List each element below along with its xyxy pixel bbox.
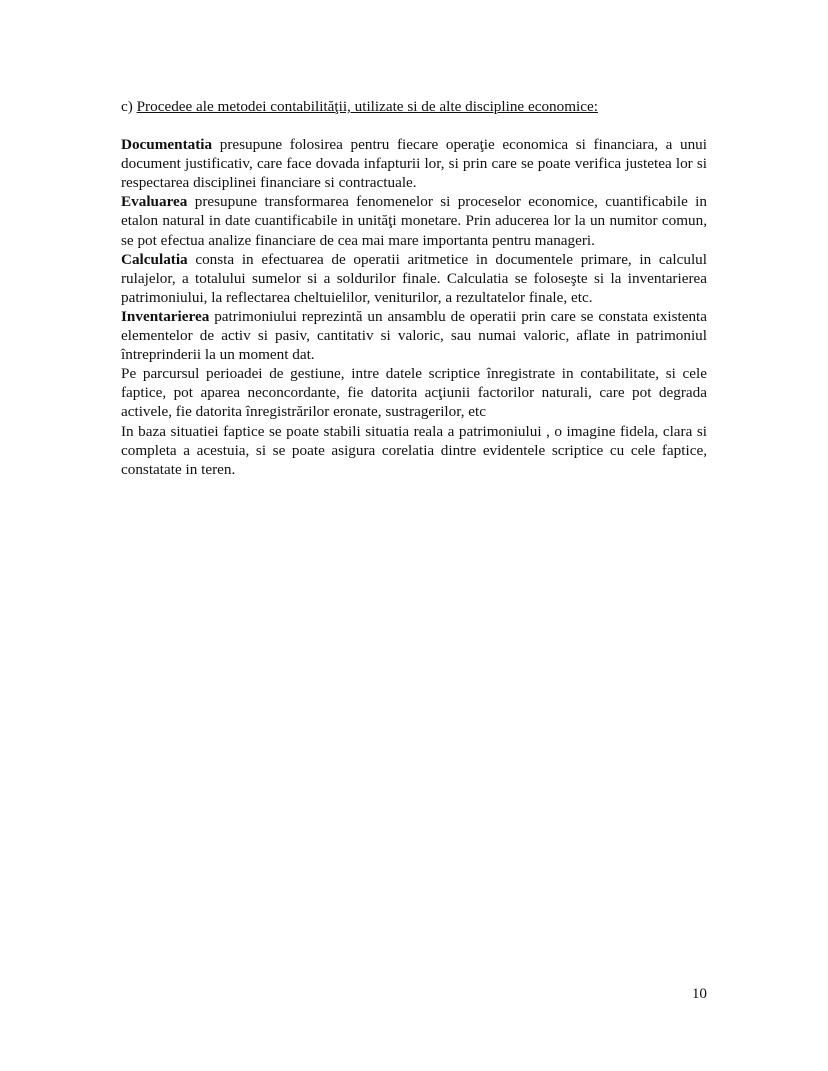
paragraph-text: Pe parcursul perioadei de gestiune, intre datele scriptice înregistrate in contabilitate, si cele faptice, pot aparea neconcordante, fie datorita acţiunii factorilor naturali, care pot degrada activele, fie datorita înregistrărilor eronate, sustragerilor, etc — [121, 365, 707, 421]
paragraph-calculatia — [121, 250, 707, 307]
paragraph-inventarierea — [121, 307, 707, 364]
term-documentatia: Documentatia — [121, 136, 213, 154]
paragraph-situatie-faptica — [121, 422, 707, 479]
paragraph-text: consta in efectuarea de operatii aritmetice in documentele primare, in calculul rulajelor, a totalului sumelor si a soldurilor finale. Calculatia se foloseşte si la inventarierea patrimoniului, la reflectarea cheltuielilor, veniturilor, a rezultatelor finale, etc. — [121, 250, 707, 306]
section-heading-prefix: c) — [121, 98, 137, 115]
paragraph-text: presupune transformarea fenomenelor si proceselor economice, cuantificabile in etalon natural in date cuantificabile in unităţi monetare. Prin aducerea lor la un numitor comun, se pot efectua analize financiare de cea mai mare importanta pentru manageri. — [121, 193, 707, 249]
paragraph-text: patrimoniului reprezintă un ansamblu de operatii prin care se constata existenta elementelor de activ si pasiv, cantitativ si valoric, sau numai valoric, aflate in patrimoniul întreprinderii la un moment dat. — [121, 307, 707, 364]
section-heading-title: Procedee ale metodei contabilităţii, utilizate si de alte discipline economice: — [136, 98, 598, 115]
paragraph-gestiune — [121, 364, 707, 421]
paragraph-documentatia — [121, 135, 707, 192]
term-calculatia: Calculatia — [121, 250, 188, 268]
paragraph-evaluarea — [121, 192, 707, 249]
page-content — [121, 97, 707, 479]
section-heading — [121, 97, 707, 116]
page-number: 10 — [691, 985, 707, 1002]
term-inventarierea: Inventarierea — [121, 307, 210, 325]
term-evaluarea: Evaluarea — [121, 193, 188, 211]
paragraph-text: In baza situatiei faptice se poate stabili situatia reala a patrimoniului , o imagine fidela, clara si completa a acestuia, si se poate asigura corelatia dintre evidentele scriptice cu cele faptice, constatate in teren. — [121, 422, 707, 478]
paragraph-text: presupune folosirea pentru fiecare operaţie economica si financiara, a unui document justificativ, care face dovada infapturii lor, si prin care se poate verifica justetea lor si respectarea disciplinei financiare si contractuale. — [121, 136, 707, 192]
